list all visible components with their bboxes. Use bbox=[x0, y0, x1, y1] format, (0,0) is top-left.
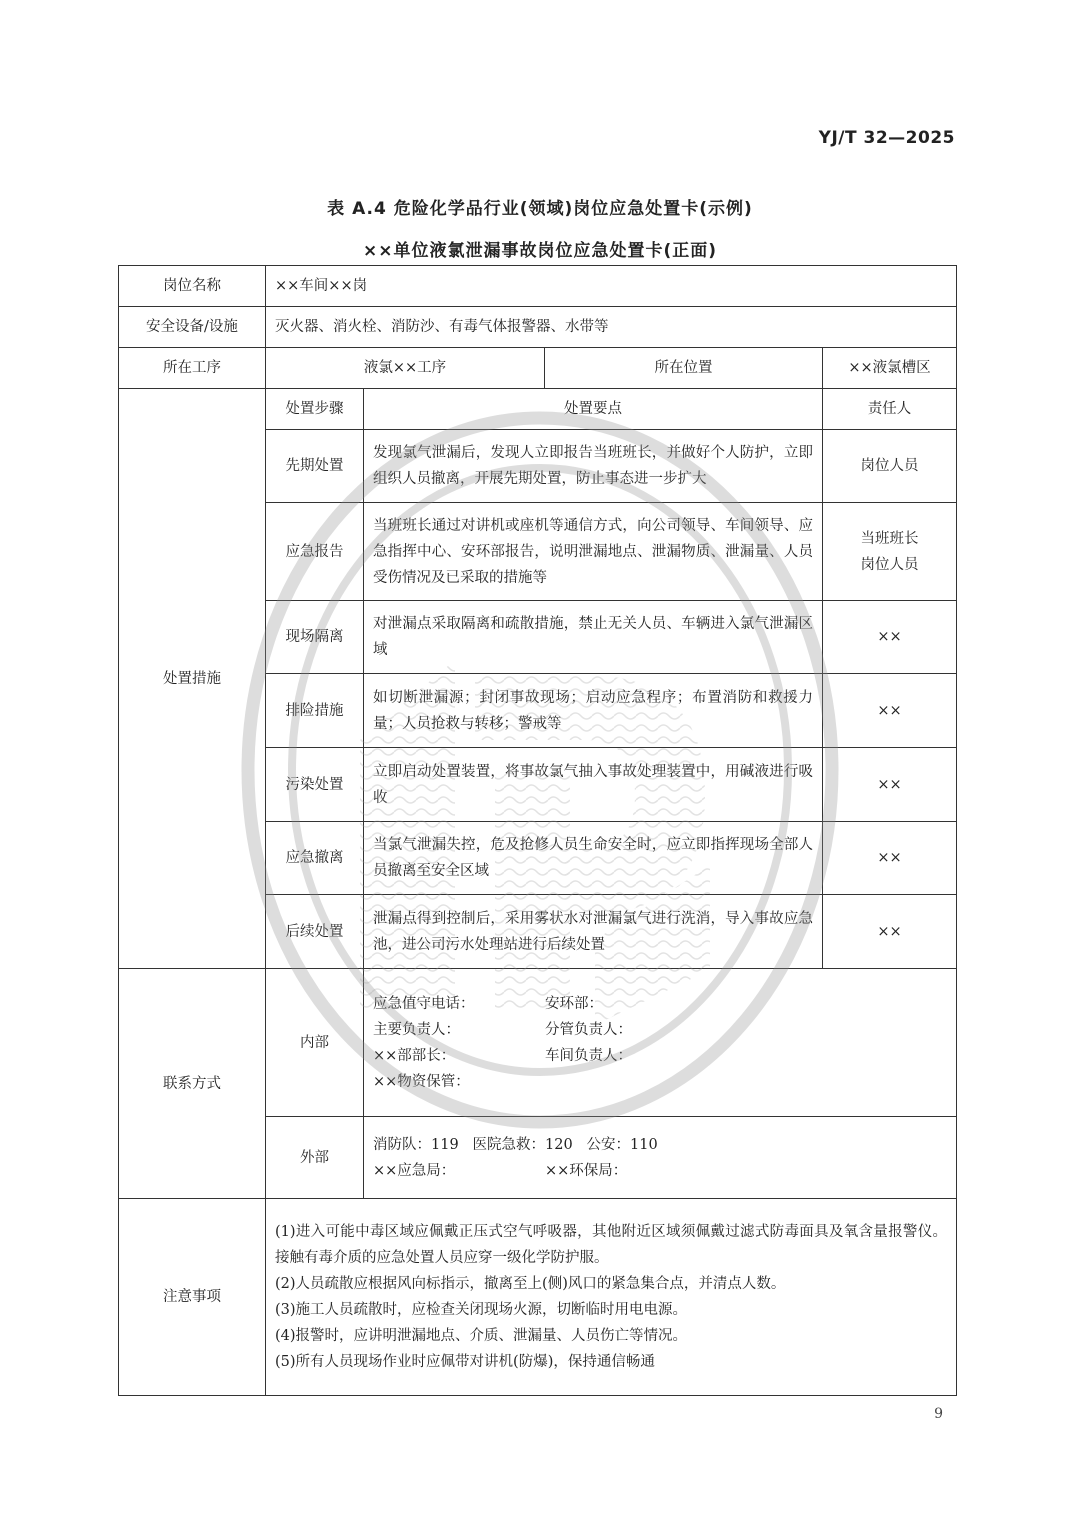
row-safety-equipment bbox=[119, 307, 957, 348]
measure-step: 应急报告 bbox=[266, 503, 364, 601]
measure-points: 当班班长通过对讲机或座机等通信方式，向公司领导、车间领导、应急指挥中心、安环部报告，说明泄漏地点、泄漏物质、泄漏量、人员受伤情况及已采取的措施等 bbox=[364, 503, 823, 601]
card-title: ××单位液氯泄漏事故岗位应急处置卡(正面) bbox=[362, 241, 718, 261]
table-title: 表 A.4 危险化学品行业(领域)岗位应急处置卡(示例) bbox=[327, 199, 753, 219]
internal-label: 内部 bbox=[266, 969, 364, 1117]
contact-line bbox=[373, 1069, 947, 1095]
safety-equipment-label: 安全设备/设施 bbox=[119, 307, 266, 348]
contact-item: ××部部长： bbox=[373, 1047, 456, 1064]
contact-item: ××物资保管： bbox=[373, 1073, 470, 1090]
contact-item: 安环部： bbox=[545, 995, 603, 1012]
measures-label: 处置措施 bbox=[119, 389, 266, 969]
location-value: ××液氯槽区 bbox=[823, 348, 957, 389]
measure-step: 应急撤离 bbox=[266, 822, 364, 895]
contact-item: ××环保局： bbox=[545, 1162, 628, 1179]
contact-line bbox=[373, 1043, 947, 1069]
external-label: 外部 bbox=[266, 1117, 364, 1199]
row-process bbox=[119, 348, 957, 389]
points-header: 处置要点 bbox=[364, 389, 823, 430]
owner-header: 责任人 bbox=[823, 389, 957, 430]
measure-points: 发现氯气泄漏后，发现人立即报告当班班长，并做好个人防护，立即组织人员撤离，开展先期处置，防止事态进一步扩大 bbox=[364, 430, 823, 503]
measure-owner: ×× bbox=[823, 895, 957, 969]
external-contacts bbox=[364, 1117, 957, 1199]
contact-label: 联系方式 bbox=[119, 969, 266, 1199]
emergency-card-table bbox=[118, 265, 957, 1396]
note-item: (1)进入可能中毒区域应佩戴正压式空气呼吸器，其他附近区域须佩戴过滤式防毒面具及氧含量报警仪。接触有毒介质的应急处置人员应穿一级化学防护服。 bbox=[275, 1224, 948, 1266]
measure-step: 后续处置 bbox=[266, 895, 364, 969]
measure-owner: ×× bbox=[823, 748, 957, 822]
measure-owner: ×× bbox=[823, 601, 957, 674]
external-line-emergency: 消防队：119 医院急救：120 公安：110 bbox=[373, 1136, 658, 1153]
process-value: 液氯××工序 bbox=[266, 348, 545, 389]
contact-item: 车间负责人： bbox=[545, 1047, 632, 1064]
measure-owner: ×× bbox=[823, 822, 957, 895]
measure-step: 先期处置 bbox=[266, 430, 364, 503]
note-item: (3)施工人员疏散时，应检查关闭现场火源，切断临时用电电源。 bbox=[275, 1302, 688, 1318]
note-item: (4)报警时，应讲明泄漏地点、介质、泄漏量、人员伤亡等情况。 bbox=[275, 1328, 688, 1344]
measure-points: 当氯气泄漏失控，危及抢修人员生命安全时，应立即指挥现场全部人员撤离至安全区域 bbox=[364, 822, 823, 895]
contact-internal-row bbox=[119, 969, 957, 1117]
contact-item: ××应急局： bbox=[373, 1162, 456, 1179]
location-label: 所在位置 bbox=[545, 348, 823, 389]
external-line-agencies bbox=[373, 1158, 947, 1184]
measure-points: 如切断泄漏源；封闭事故现场；启动应急程序；布置消防和救援力量；人员抢救与转移；警戒等 bbox=[364, 674, 823, 748]
standard-code: YJ/T 32—2025 bbox=[818, 128, 955, 148]
note-item: (2)人员疏散应根据风向标指示，撤离至上(侧)风口的紧急集合点，并清点人数。 bbox=[275, 1276, 786, 1292]
measure-owner: 岗位人员 bbox=[823, 430, 957, 503]
measure-points: 立即启动处置装置，将事故氯气抽入事故处理装置中，用碱液进行吸收 bbox=[364, 748, 823, 822]
notes-label: 注意事项 bbox=[119, 1199, 266, 1396]
contact-item: 分管负责人： bbox=[545, 1021, 632, 1038]
contact-item: 主要负责人： bbox=[373, 1021, 460, 1038]
row-post-name bbox=[119, 266, 957, 307]
note-item: (5)所有人员现场作业时应佩带对讲机(防爆)，保持通信畅通 bbox=[275, 1354, 655, 1370]
post-name-label: 岗位名称 bbox=[119, 266, 266, 307]
measure-owner: ×× bbox=[823, 674, 957, 748]
page-number: 9 bbox=[934, 1406, 943, 1422]
measure-points: 对泄漏点采取隔离和疏散措施，禁止无关人员、车辆进入氯气泄漏区域 bbox=[364, 601, 823, 674]
process-label: 所在工序 bbox=[119, 348, 266, 389]
measure-step: 现场隔离 bbox=[266, 601, 364, 674]
measures-header-row bbox=[119, 389, 957, 430]
measure-owner: 当班班长 岗位人员 bbox=[823, 503, 957, 601]
post-name-value: ××车间××岗 bbox=[266, 266, 957, 307]
safety-equipment-value: 灭火器、消火栓、消防沙、有毒气体报警器、水带等 bbox=[266, 307, 957, 348]
contact-line bbox=[373, 991, 947, 1017]
measure-points: 泄漏点得到控制后，采用雾状水对泄漏氯气进行洗消，导入事故应急池，进公司污水处理站进行后续处置 bbox=[364, 895, 823, 969]
internal-contacts bbox=[364, 969, 957, 1117]
step-header: 处置步骤 bbox=[266, 389, 364, 430]
notes-row bbox=[119, 1199, 957, 1396]
measure-step: 污染处置 bbox=[266, 748, 364, 822]
measure-step: 排险措施 bbox=[266, 674, 364, 748]
notes-content bbox=[266, 1199, 957, 1396]
contact-item: 应急值守电话： bbox=[373, 995, 475, 1012]
contact-line bbox=[373, 1017, 947, 1043]
